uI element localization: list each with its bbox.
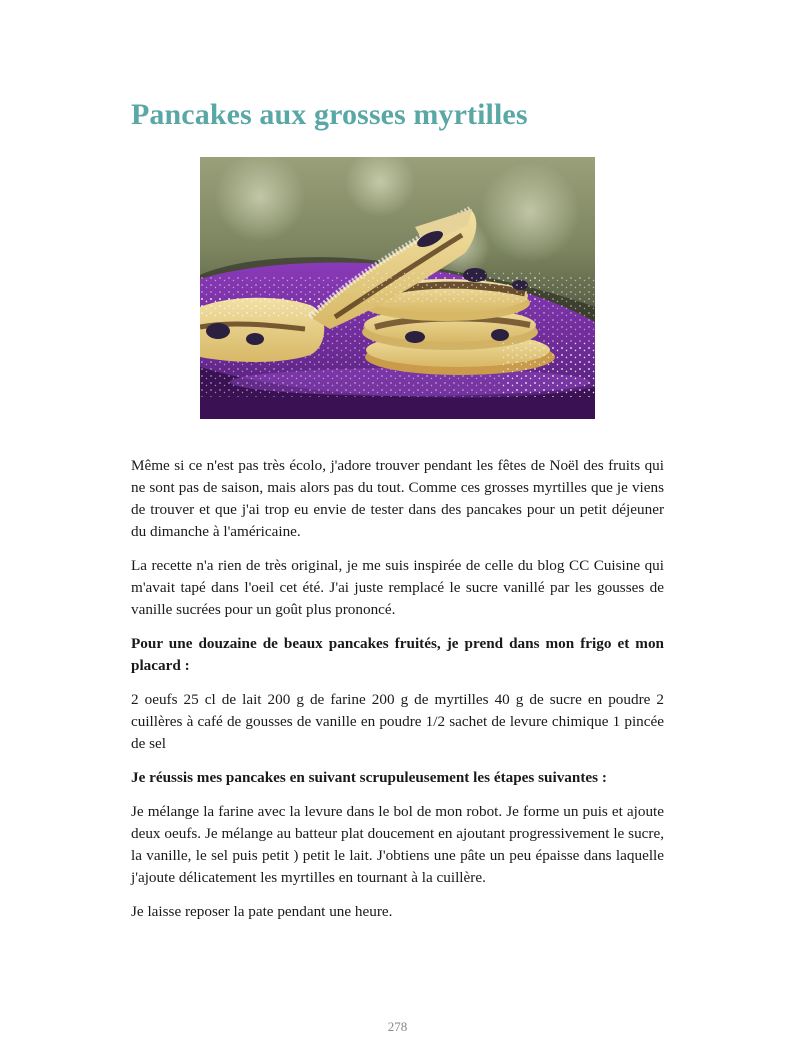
- recipe-title: Pancakes aux grosses myrtilles: [131, 98, 528, 131]
- recipe-text: [131, 455, 664, 935]
- paragraph-intro: Même si ce n'est pas très écolo, j'adore trouver pendant les fêtes de Noël des fruits qui ne sont pas de saison, mais alors pas du tout. Comme ces grosses myrtilles que je viens de trouver et que j'ai trop eu envie de tester dans des pancakes pour un petit déjeuner du dimanche à l'américaine.: [131, 457, 664, 540]
- paragraph-step-mixing: Je mélange la farine avec la levure dans le bol de mon robot. Je forme un puis et ajoute deux oeufs. Je mélange au batteur plat doucement en ajoutant progressivement le sucre, la vanille, le sel puis petit ) petit le lait. J'obtiens une pâte un peu épaisse dans laquelle j'ajoute délicatement les myrtilles en tournant à la cuillère.: [131, 803, 664, 886]
- paragraph-step-resting: Je laisse reposer la pate pendant une heure.: [131, 903, 393, 920]
- pancake-photo: [200, 157, 595, 419]
- steps-heading: Je réussis mes pancakes en suivant scrupuleusement les étapes suivantes :: [131, 769, 607, 786]
- paragraph-inspiration: La recette n'a rien de très original, je me suis inspirée de celle du blog CC Cuisine qui m'avait tapé dans l'oeil cet été. J'ai juste remplacé le sucre vanillé par les gousses de vanille sucrées pour un goût plus prononcé.: [131, 557, 664, 618]
- ingredients-list: 2 oeufs 25 cl de lait 200 g de farine 200 g de myrtilles 40 g de sucre en poudre 2 cuillères à café de gousses de vanille en poudre 1/2 sachet de levure chimique 1 pincée de sel: [131, 691, 664, 752]
- page-number: 278: [387, 1019, 408, 1034]
- ingredients-heading: Pour une douzaine de beaux pancakes fruités, je prend dans mon frigo et mon placard :: [131, 635, 664, 674]
